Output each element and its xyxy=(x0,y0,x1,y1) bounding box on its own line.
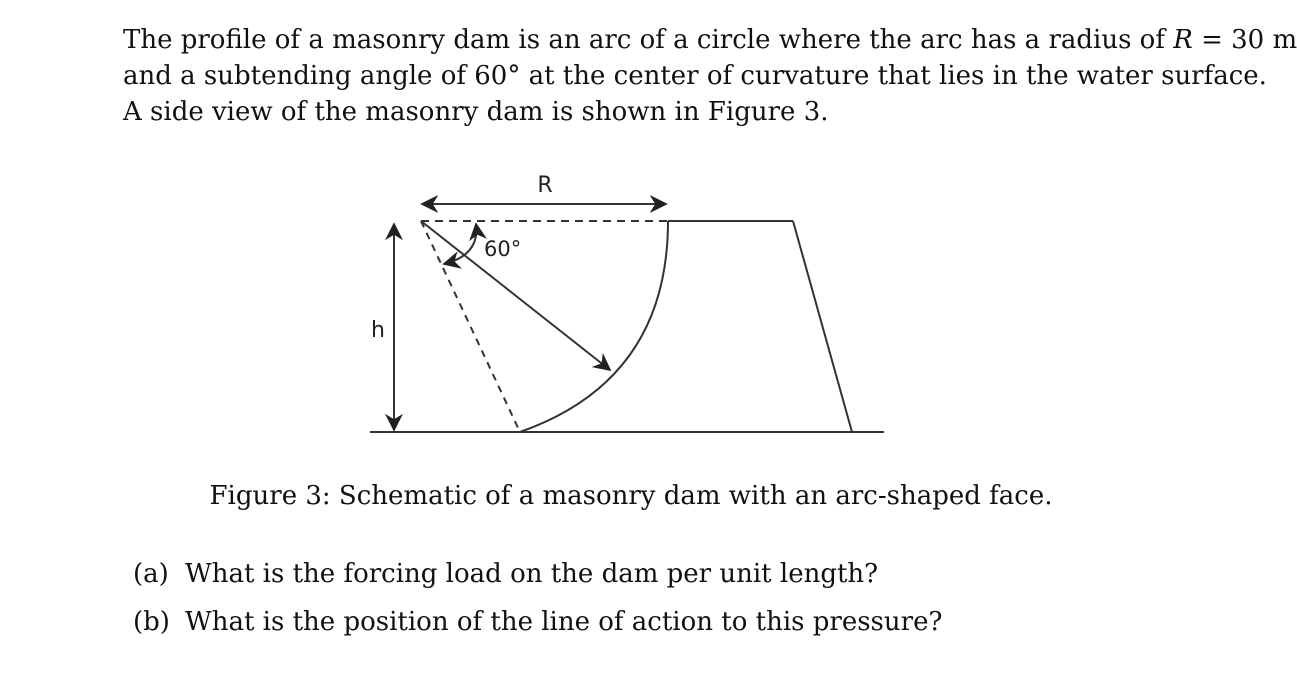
question-text: What is the position of the line of action to this pressure? xyxy=(185,607,943,637)
question-text: What is the forcing load on the dam per unit length? xyxy=(185,559,879,589)
radius-symbol: R xyxy=(1173,25,1193,55)
problem-line-3: A side view of the masonry dam is shown in Figure 3. xyxy=(123,97,829,127)
question-label: (a) xyxy=(133,559,169,589)
problem-statement xyxy=(123,22,1297,130)
label-R: R xyxy=(537,173,553,198)
question-a xyxy=(133,556,942,592)
question-b xyxy=(133,604,942,640)
dam-arc-face xyxy=(520,221,668,432)
dam-schematic xyxy=(360,160,890,440)
problem-line-1: The profile of a masonry dam is an arc of a circle where the arc has a radius of R = 30 m xyxy=(123,25,1297,55)
question-list xyxy=(133,556,942,652)
dam-figure xyxy=(360,160,890,444)
question-label: (b) xyxy=(133,607,170,637)
dam-back-face xyxy=(793,221,852,432)
label-h: h xyxy=(371,318,385,343)
label-angle: 60° xyxy=(484,237,522,261)
figure-caption: Figure 3: Schematic of a masonry dam with an arc-shaped face. xyxy=(209,481,1053,511)
problem-line-2: and a subtending angle of 60° at the center of curvature that lies in the water surface. xyxy=(123,61,1267,91)
